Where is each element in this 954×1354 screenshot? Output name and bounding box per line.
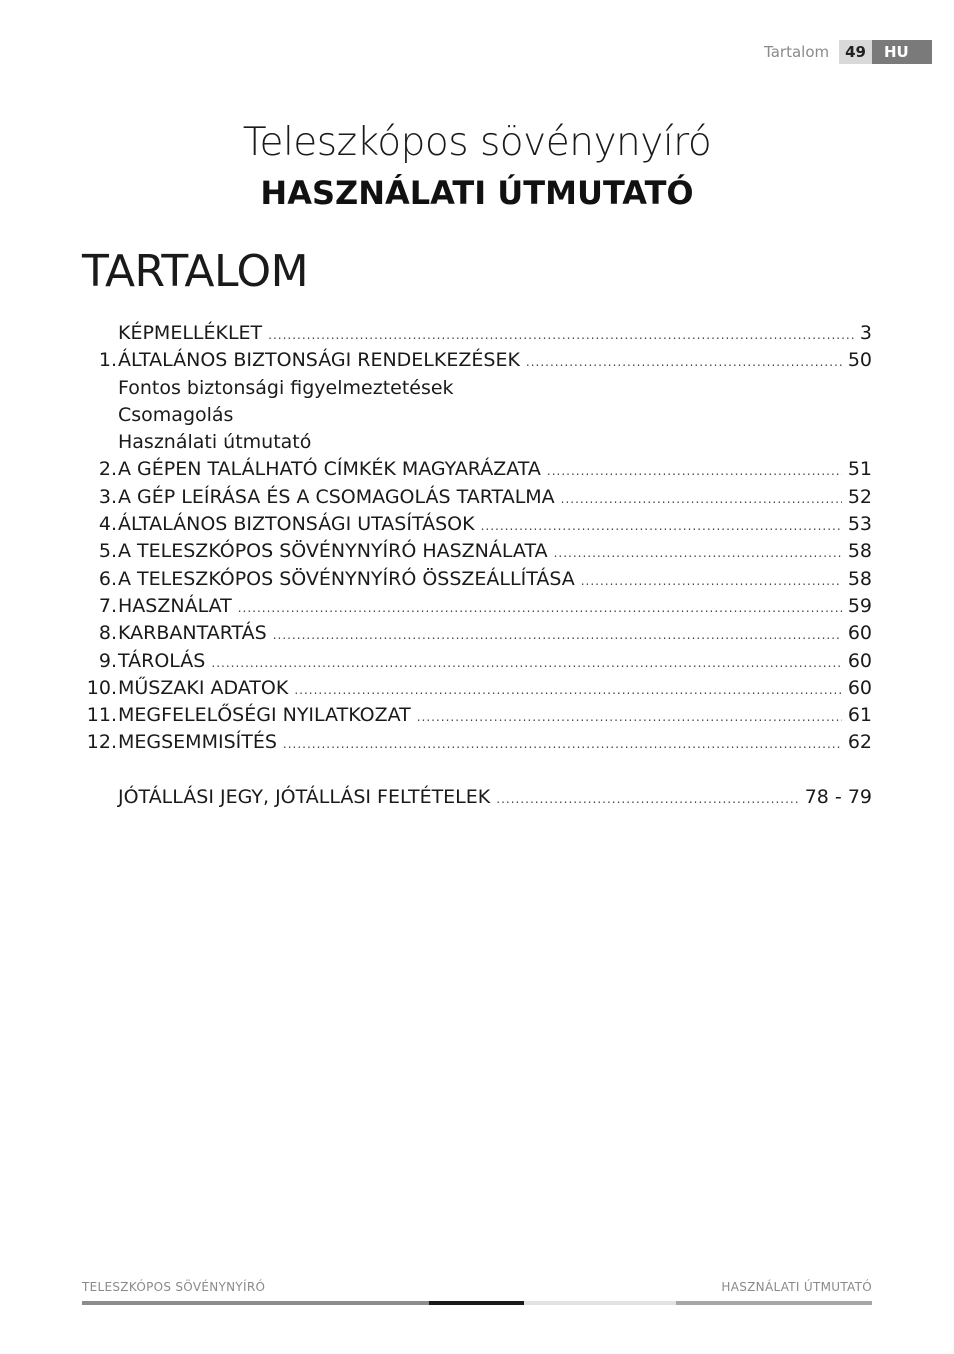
toc-entry-page: 62 (847, 731, 872, 754)
toc-entry[interactable] (82, 568, 872, 595)
toc-entry-page: 59 (847, 594, 872, 617)
toc-leader-dots (547, 464, 842, 478)
toc-entry-number: 11. (86, 704, 117, 727)
document-subtitle: HASZNÁLATI ÚTMUTATÓ (260, 174, 694, 212)
toc-entry[interactable] (82, 513, 872, 540)
toc-entry[interactable] (82, 677, 872, 704)
toc-entry[interactable] (82, 349, 872, 376)
toc-entry-page: 60 (847, 676, 872, 699)
toc-entry-number: 8. (98, 622, 117, 645)
toc-entry-number: 10. (86, 676, 117, 699)
toc-entry-page: 61 (847, 704, 872, 727)
toc-entry-page: 3 (859, 322, 872, 344)
toc-entry-number: 1. (98, 349, 117, 372)
toc-leader-dots (554, 546, 842, 560)
toc-entry-label: Fontos biztonsági figyelmeztetések (118, 376, 454, 399)
toc-entry-label: Használati útmutató (118, 431, 312, 454)
toc-entry-page: 52 (847, 485, 872, 508)
toc-entry[interactable] (82, 458, 872, 485)
toc-entry[interactable] (82, 404, 872, 431)
footer-bar-segment (524, 1301, 676, 1305)
toc-entry-label: JÓTÁLLÁSI JEGY, JÓTÁLLÁSI FELTÉTELEK (118, 786, 491, 809)
toc-leader-dots (238, 601, 842, 615)
toc-entry[interactable] (82, 731, 872, 758)
toc-entry-label: MEGSEMMISÍTÉS (118, 731, 277, 754)
footer-bar-segment (429, 1301, 524, 1305)
toc-entry[interactable] (82, 650, 872, 677)
footer-bar (82, 1301, 872, 1305)
toc-entry-label: KARBANTARTÁS (118, 622, 267, 645)
page-header (764, 40, 932, 64)
toc-entry-page: 58 (847, 540, 872, 563)
toc-entry[interactable] (82, 786, 872, 813)
toc-leader-dots (526, 355, 842, 369)
header-page-number: 49 (839, 40, 872, 64)
toc-heading: TARTALOM (82, 246, 309, 297)
toc-entry[interactable] (82, 595, 872, 622)
toc-entry[interactable] (82, 540, 872, 567)
header-language-badge: HU (872, 40, 932, 64)
toc-entry-label: KÉPMELLÉKLET (118, 322, 263, 344)
toc-entry-label: MEGFELELŐSÉGI NYILATKOZAT (118, 704, 411, 727)
toc-entry-page: 53 (847, 513, 872, 536)
toc-entry-label: A TELESZKÓPOS SÖVÉNYNYÍRÓ ÖSSZEÁLLÍTÁSA (118, 567, 575, 590)
toc-entry-label: A TELESZKÓPOS SÖVÉNYNYÍRÓ HASZNÁLATA (118, 540, 548, 563)
header-section-title: Tartalom (764, 43, 830, 61)
document-title: Teleszkópos sövénynyíró (242, 120, 712, 165)
page-footer (82, 1280, 872, 1294)
toc-leader-dots (417, 710, 842, 724)
toc-entry-label: MŰSZAKI ADATOK (118, 676, 289, 699)
toc-entry[interactable] (82, 486, 872, 513)
toc-entry-label: A GÉPEN TALÁLHATÓ CÍMKÉK MAGYARÁZATA (118, 458, 541, 481)
table-of-contents (82, 322, 872, 813)
toc-leader-dots (211, 656, 841, 670)
toc-entry-label: TÁROLÁS (118, 649, 206, 672)
footer-bar-segment (82, 1301, 429, 1305)
toc-leader-dots (581, 574, 842, 588)
toc-leader-dots (268, 328, 854, 342)
toc-entry-page: 60 (847, 622, 872, 645)
footer-bar-segment (676, 1301, 872, 1305)
toc-entry-label: Csomagolás (118, 403, 234, 426)
toc-entry-page: 50 (847, 349, 872, 372)
toc-entry-page: 51 (847, 458, 872, 481)
toc-spacer (82, 759, 872, 786)
toc-entry-number: 5. (98, 540, 117, 563)
toc-entry-page: 60 (847, 649, 872, 672)
toc-entry-label: ÁLTALÁNOS BIZTONSÁGI RENDELKEZÉSEK (118, 349, 520, 372)
toc-entry[interactable] (82, 377, 872, 404)
toc-leader-dots (481, 519, 842, 533)
toc-leader-dots (283, 737, 842, 751)
toc-entry-number: 6. (98, 567, 117, 590)
footer-right-text: HASZNÁLATI ÚTMUTATÓ (721, 1280, 872, 1294)
toc-entry-number: 3. (98, 485, 117, 508)
toc-entry-number: 12. (86, 731, 117, 754)
toc-leader-dots (273, 628, 842, 642)
toc-entry-number: 7. (98, 594, 117, 617)
toc-leader-dots (496, 792, 798, 806)
toc-entry[interactable] (82, 622, 872, 649)
toc-leader-dots (294, 683, 841, 697)
toc-entry-label: ÁLTALÁNOS BIZTONSÁGI UTASÍTÁSOK (118, 513, 475, 536)
toc-entry[interactable] (82, 431, 872, 458)
toc-entry-number: 4. (98, 513, 117, 536)
toc-entry-label: HASZNÁLAT (118, 594, 232, 617)
footer-left-text: TELESZKÓPOS SÖVÉNYNYÍRÓ (82, 1280, 266, 1294)
toc-entry-page: 78 - 79 (804, 786, 872, 809)
toc-entry-label: A GÉP LEÍRÁSA ÉS A CSOMAGOLÁS TARTALMA (118, 485, 555, 508)
toc-entry[interactable] (82, 322, 872, 349)
toc-entry-page: 58 (847, 567, 872, 590)
toc-entry-number: 9. (98, 649, 117, 672)
toc-leader-dots (561, 492, 842, 506)
toc-entry[interactable] (82, 704, 872, 731)
toc-entry-number: 2. (98, 458, 117, 481)
